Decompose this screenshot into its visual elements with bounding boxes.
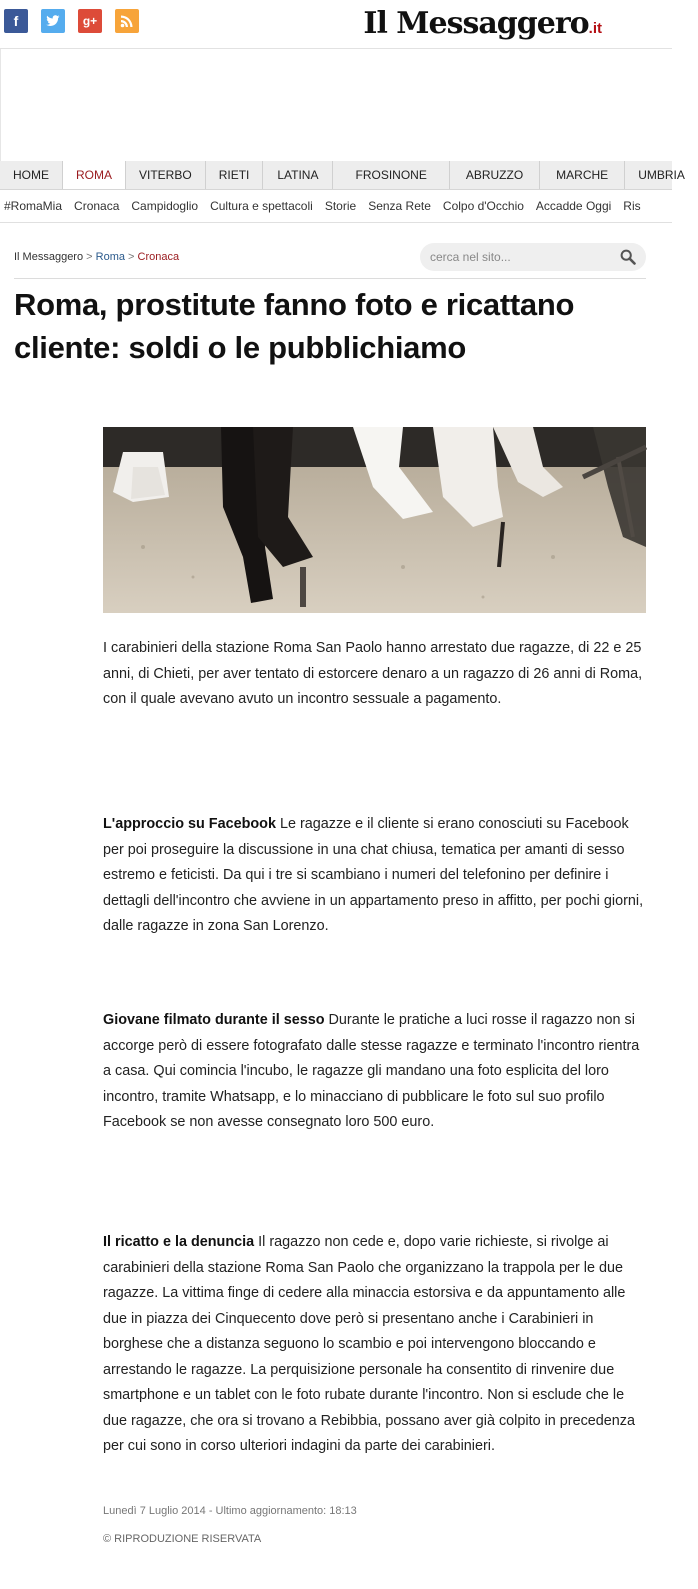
nav-item-marche[interactable]: MARCHE <box>540 161 625 189</box>
main-nav <box>0 161 685 190</box>
article-paragraph <box>103 1008 648 1136</box>
subnav-item-cronaca[interactable]: Cronaca <box>74 199 120 213</box>
breadcrumb-roma[interactable]: Roma <box>95 251 125 263</box>
site-logo[interactable] <box>363 6 602 41</box>
logo-suffix: .it <box>588 20 602 37</box>
paragraph-heading: Giovane filmato durante il sesso <box>103 1012 325 1028</box>
nav-item-roma[interactable]: ROMA <box>63 161 126 189</box>
breadcrumb-home[interactable]: Il Messaggero <box>14 251 84 263</box>
paragraph-text: I carabinieri della stazione Roma San Paolo hanno arrestato due ragazze, di 22 e 25 anni, di Chieti, per aver tentato di estorcere denaro a un ragazzo di 26 anni di Roma, con il quale avevano avuto un incontro sessuale a pagamento. <box>103 640 643 707</box>
nav-item-latina[interactable]: LATINA <box>263 161 333 189</box>
copyright-notice: © RIPRODUZIONE RISERVATA <box>103 1533 262 1545</box>
page-title: Roma, prostitute fanno foto e ricattano cliente: soldi o le pubblichiamo <box>14 287 575 365</box>
subnav-item-campidoglio[interactable]: Campidoglio <box>131 199 199 213</box>
subnav-item-more[interactable]: Ris <box>623 199 641 213</box>
ad-space <box>0 49 672 161</box>
breadcrumb <box>14 251 179 263</box>
article-paragraph <box>103 636 648 713</box>
nav-item-umbria[interactable]: UMBRIA <box>638 168 685 182</box>
breadcrumb-cronaca[interactable]: Cronaca <box>137 251 180 263</box>
subnav-item-accadde-oggi[interactable]: Accadde Oggi <box>535 199 612 213</box>
nav-item-home[interactable]: HOME <box>0 161 63 189</box>
nav-item-frosinone[interactable]: FROSINONE <box>333 161 449 189</box>
rss-icon[interactable] <box>115 9 139 33</box>
nav-item-viterbo[interactable]: VITERBO <box>126 161 206 189</box>
paragraph-text: Durante le pratiche a luci rosse il ragazzo non si accorge però di essere fotografato dalle stesse ragazze e terminato l'incontro rientra a casa. Qui comincia l'incubo, le ragazze gli mandano una foto esplicita del loro incontro, tramite Whatsapp, e lo minacciano di pubblicare le foto sul suo profilo Facebook se non avesse consegnato loro 500 euro. <box>103 1012 640 1130</box>
nav-item-abruzzo[interactable]: ABRUZZO <box>450 161 540 189</box>
search-icon[interactable] <box>620 249 636 265</box>
subnav-item-cultura[interactable]: Cultura e spettacoli <box>210 199 313 213</box>
breadcrumb-sep: > <box>124 251 138 263</box>
nav-item-rieti[interactable]: RIETI <box>206 161 264 189</box>
article-paragraph <box>103 812 648 940</box>
facebook-icon[interactable]: f <box>4 9 28 33</box>
sub-nav <box>0 190 672 223</box>
article-photo <box>103 427 646 613</box>
subnav-item-romamia[interactable]: #RomaMia <box>4 199 63 213</box>
divider <box>14 278 646 279</box>
googleplus-icon[interactable]: g+ <box>78 9 102 33</box>
paragraph-heading: Il ricatto e la denuncia <box>103 1234 255 1250</box>
social-links <box>4 9 152 33</box>
paragraph-text: Le ragazze e il cliente si erano conosciuti su Facebook per poi proseguire la discussione in una chat chiusa, tematica per amanti di sesso estremo e feticisti. Da qui i tre si scambiano i numeri del telefonino per definire i dettagli dell'incontro che avviene in un appartamento preso in affitto, per pochi giorni, dalle ragazze in zona San Lorenzo. <box>103 816 644 934</box>
search-box <box>420 243 646 271</box>
article-date: Lunedì 7 Luglio 2014 - Ultimo aggiornamento: 18:13 <box>103 1505 357 1517</box>
twitter-icon[interactable] <box>41 9 65 33</box>
logo-name: Il Messaggero <box>363 6 589 41</box>
top-bar <box>0 0 672 49</box>
subnav-item-senza-rete[interactable]: Senza Rete <box>368 199 431 213</box>
search-input[interactable] <box>430 250 610 264</box>
article-paragraph <box>103 1230 648 1460</box>
paragraph-heading: L'approccio su Facebook <box>103 816 276 832</box>
subnav-item-storie[interactable]: Storie <box>324 199 357 213</box>
breadcrumb-sep: > <box>83 251 96 263</box>
subnav-item-colpo-occhio[interactable]: Colpo d'Occhio <box>442 199 524 213</box>
paragraph-text: Il ragazzo non cede e, dopo varie richieste, si rivolge ai carabinieri della stazione Roma San Paolo che organizzano la trappola per le due ragazze. La vittima finge di cedere alla minaccia estorsiva e da appuntamento alle due in piazza dei Cinquecento dove però si presentano anche i Carabinieri in borghese che a distanza seguono lo scambio e poi intervengono bloccando e arrestando le ragazze. La perquisizione personale ha consentito di rinvenire due smartphone e un tablet con le foto rubate durante l'incontro. Non si esclude che le due ragazze, che ora si trovano a Rebibbia, possano aver già colpito in precedenza per cui sono in corso ulteriori indagini da parte dei carabinieri. <box>103 1234 635 1454</box>
